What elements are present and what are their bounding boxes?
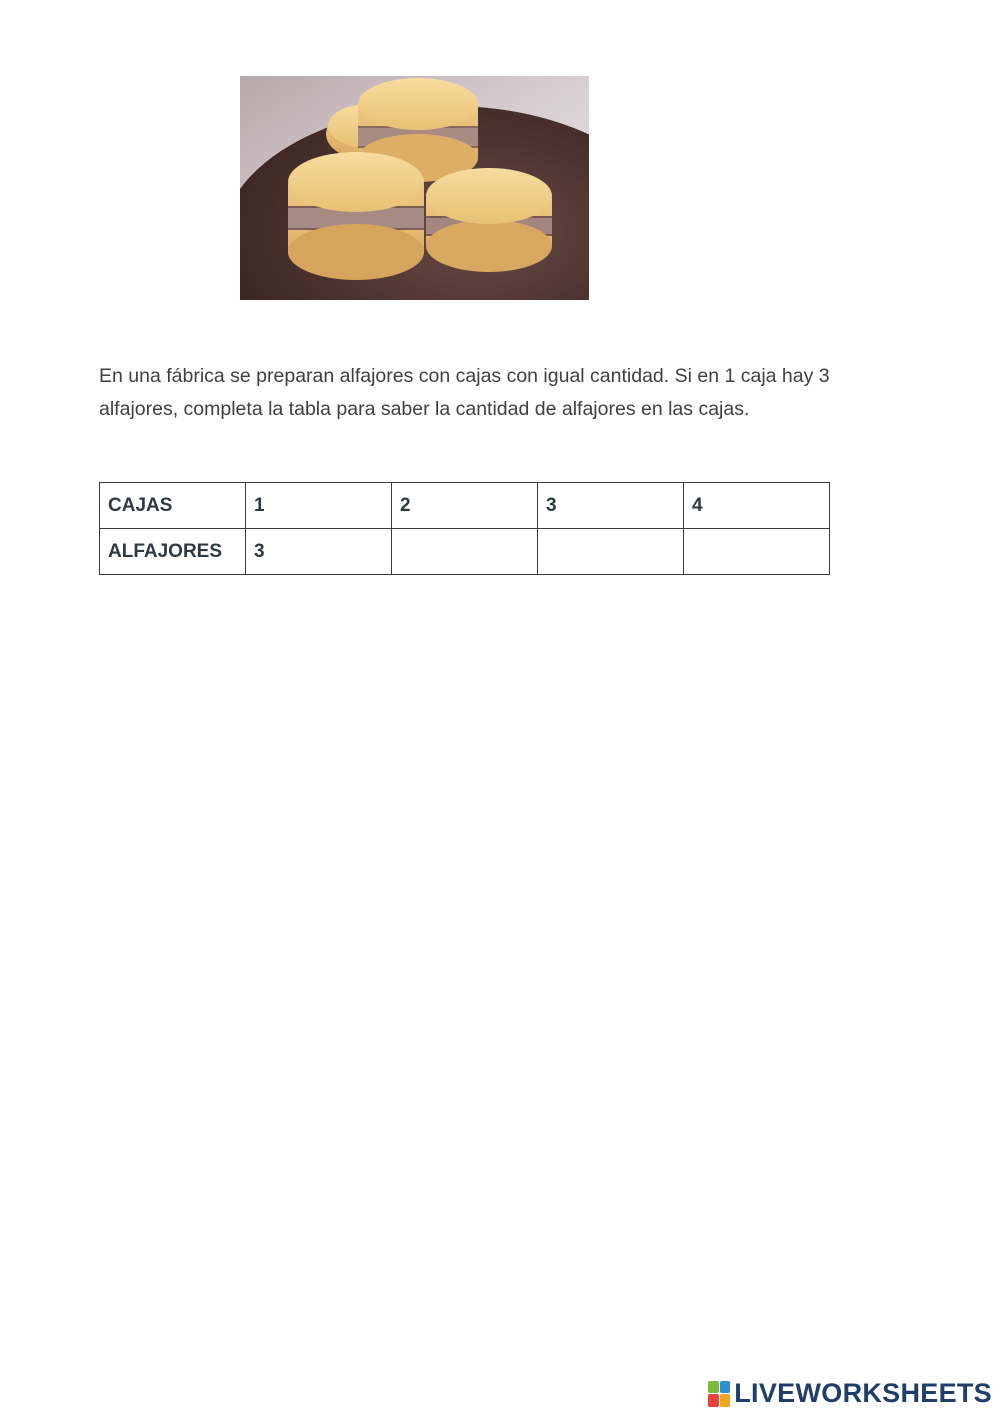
answer-cell[interactable] — [538, 529, 684, 575]
logo-square — [708, 1381, 719, 1394]
table-cell: 1 — [246, 483, 392, 529]
answer-cell[interactable] — [392, 529, 538, 575]
table-row-alfajores — [100, 529, 830, 575]
logo-square — [720, 1381, 731, 1394]
row-header-alfajores: ALFAJORES — [100, 529, 246, 575]
logo-text: LIVEWORKSHEETS — [734, 1378, 992, 1408]
row-header-cajas: CAJAS — [100, 483, 246, 529]
logo-mark-icon — [708, 1381, 730, 1407]
logo-square — [708, 1394, 719, 1407]
table-cell: 4 — [684, 483, 830, 529]
liveworksheets-logo[interactable] — [708, 1378, 992, 1409]
alfajores-table — [99, 482, 830, 575]
table-cell: 2 — [392, 483, 538, 529]
logo-square — [720, 1394, 731, 1407]
table-cell: 3 — [538, 483, 684, 529]
table-row-cajas — [100, 483, 830, 529]
problem-statement: En una fábrica se preparan alfajores con cajas con igual cantidad. Si en 1 caja hay 3 alfajores, completa la tabla para saber la cantidad de alfajores en las cajas. — [99, 365, 830, 420]
answer-cell[interactable] — [684, 529, 830, 575]
alfajores-photo — [240, 76, 589, 300]
table-cell: 3 — [246, 529, 392, 575]
